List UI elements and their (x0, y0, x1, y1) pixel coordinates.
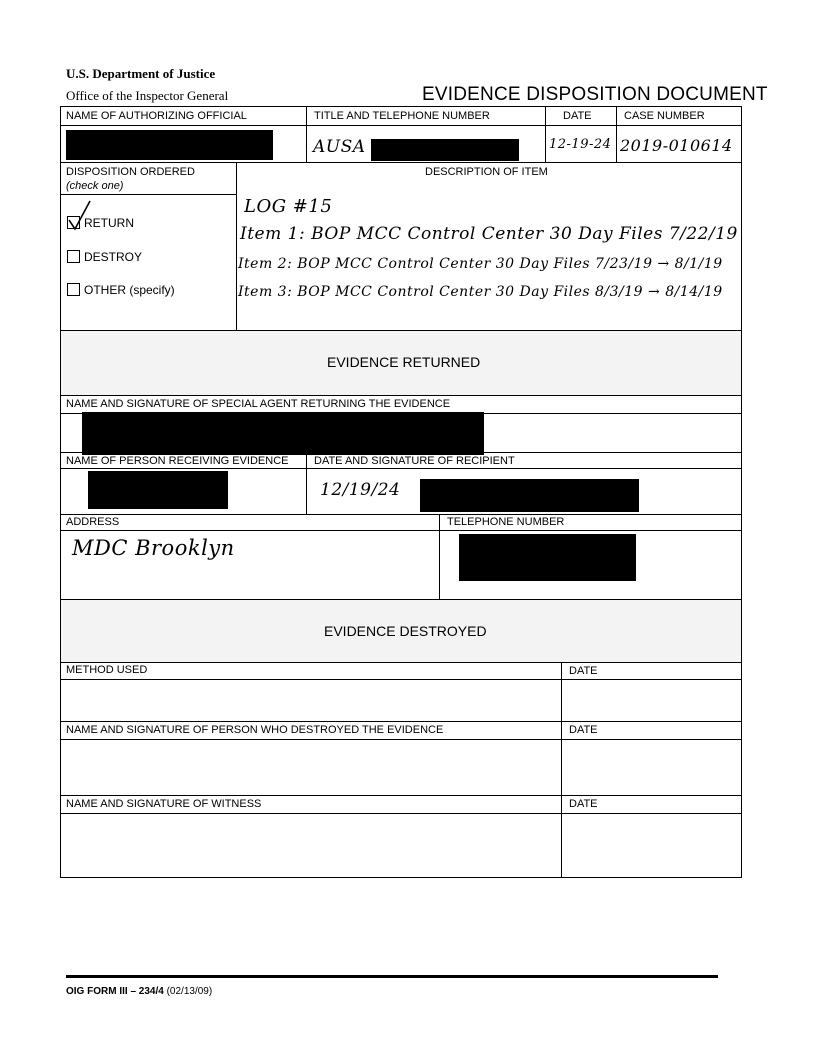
destroyer-date-label: DATE (569, 724, 598, 736)
redacted-authorizing-official (66, 130, 273, 160)
destroy-checkbox[interactable] (67, 250, 80, 263)
recipient-date-label: DATE AND SIGNATURE OF RECIPIENT (314, 455, 515, 467)
other-checkbox[interactable] (67, 283, 80, 296)
form-date: (02/13/09) (166, 986, 213, 997)
authorizing-official-label: NAME OF AUTHORIZING OFFICIAL (66, 110, 247, 122)
other-label: OTHER (specify) (84, 283, 175, 297)
redacted-receiver (88, 471, 228, 509)
witness-date-label: DATE (569, 798, 598, 810)
recipient-date-value: 12/19/24 (320, 480, 401, 500)
destroy-label: DESTROY (84, 250, 143, 264)
description-line-4: Item 3: BOP MCC Control Center 30 Day Files 8/3/19 → 8/14/19 (238, 284, 723, 300)
form-title: EVIDENCE DISPOSITION DOCUMENT (422, 84, 768, 105)
person-receiving-label: NAME OF PERSON RECEIVING EVIDENCE (66, 455, 289, 467)
address-value: MDC Brooklyn (72, 536, 235, 560)
destroyer-label: NAME AND SIGNATURE OF PERSON WHO DESTROYED THE EVIDENCE (66, 724, 444, 736)
evidence-destroyed-title: EVIDENCE DESTROYED (324, 623, 487, 639)
agent-returning-label: NAME AND SIGNATURE OF SPECIAL AGENT RETURNING THE EVIDENCE (66, 398, 451, 410)
witness-label: NAME AND SIGNATURE OF WITNESS (66, 798, 262, 810)
description-label: DESCRIPTION OF ITEM (425, 166, 548, 178)
disposition-label: DISPOSITION ORDERED (66, 166, 195, 178)
description-line-2: Item 1: BOP MCC Control Center 30 Day Files 7/22/19 (240, 224, 738, 244)
option-destroy[interactable] (67, 250, 142, 264)
checkmark-icon (66, 198, 92, 232)
case-number-value: 2019-010614 (620, 136, 733, 155)
redacted-recipient-signature (420, 479, 639, 512)
evidence-returned-title: EVIDENCE RETURNED (327, 354, 481, 370)
return-label: RETURN (84, 216, 134, 230)
address-label: ADDRESS (66, 516, 120, 528)
redacted-agent (82, 412, 484, 455)
case-number-label: CASE NUMBER (624, 110, 705, 122)
title-value: AUSA (313, 137, 366, 157)
option-other[interactable] (67, 283, 175, 297)
redacted-telephone (371, 139, 519, 161)
telephone-number-label: TELEPHONE NUMBER (447, 516, 565, 528)
footer-form-id (66, 986, 212, 997)
method-date-label: DATE (569, 665, 598, 677)
method-used-label: METHOD USED (66, 664, 148, 676)
form-id: OIG FORM III – 234/4 (66, 986, 164, 997)
redacted-telephone-number (459, 534, 636, 581)
footer-rule (66, 975, 718, 978)
department-name: U.S. Department of Justice (66, 66, 216, 81)
title-phone-label: TITLE AND TELEPHONE NUMBER (314, 110, 490, 122)
office-name: Office of the Inspector General (66, 88, 229, 103)
description-line-1: LOG #15 (244, 196, 333, 217)
date-label: DATE (563, 110, 592, 122)
description-line-3: Item 2: BOP MCC Control Center 30 Day Files 7/23/19 → 8/1/19 (238, 256, 723, 272)
date-value: 12-19-24 (549, 137, 612, 152)
disposition-sublabel: (check one) (66, 180, 124, 192)
